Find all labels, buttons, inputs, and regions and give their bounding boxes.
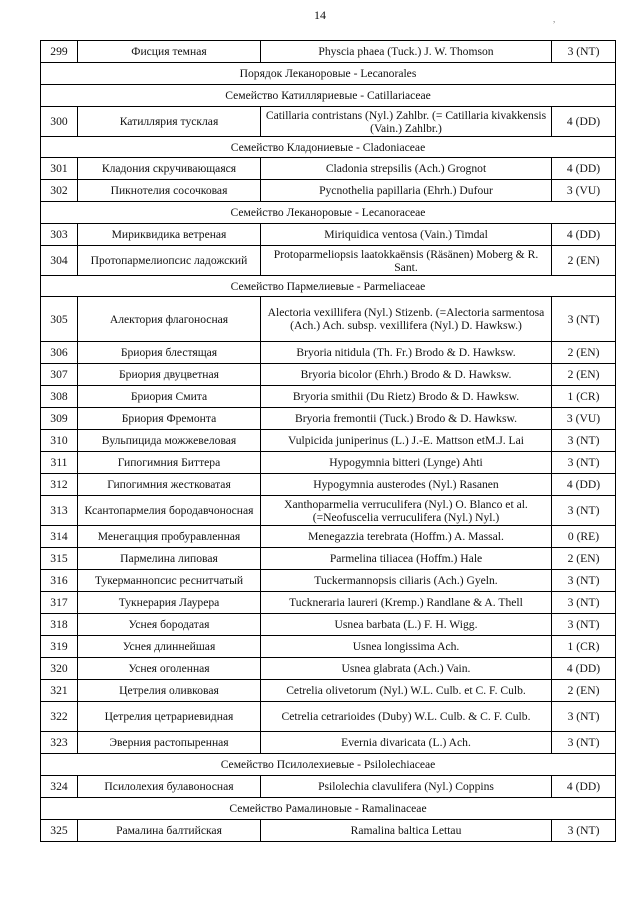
latin-name: Usnea barbata (L.) F. H. Wigg.	[261, 614, 552, 636]
russian-name: Бриория Смита	[78, 386, 261, 408]
table-row	[41, 592, 616, 614]
status-category: 3 (NT)	[552, 570, 616, 592]
latin-name: Protoparmeliopsis laatokkaënsis (Räsänen) Moberg & R. Sant.	[261, 246, 552, 276]
species-number: 312	[41, 474, 78, 496]
table-row	[41, 702, 616, 732]
species-number: 301	[41, 158, 78, 180]
species-number: 309	[41, 408, 78, 430]
russian-name: Протопармелиопсис ладожский	[78, 246, 261, 276]
latin-name: Catillaria contristans (Nyl.) Zahlbr. (= Catillaria kivakkensis (Vain.) Zahlbr.)	[261, 107, 552, 137]
status-category: 4 (DD)	[552, 224, 616, 246]
status-category: 3 (NT)	[552, 41, 616, 63]
russian-name: Гипогимния жестковатая	[78, 474, 261, 496]
table-row	[41, 526, 616, 548]
table-row	[41, 364, 616, 386]
table-row	[41, 41, 616, 63]
status-category: 3 (VU)	[552, 408, 616, 430]
section-heading: Семейство Псилолехиевые - Psilolechiaceae	[41, 754, 616, 776]
table-row	[41, 474, 616, 496]
russian-name: Цетрелия цетрариевидная	[78, 702, 261, 732]
status-category: 2 (EN)	[552, 548, 616, 570]
latin-name: Bryoria bicolor (Ehrh.) Brodo & D. Hawksw.	[261, 364, 552, 386]
latin-name: Psilolechia clavulifera (Nyl.) Coppins	[261, 776, 552, 798]
table-row	[41, 776, 616, 798]
species-number: 315	[41, 548, 78, 570]
table-row	[41, 386, 616, 408]
table-row	[41, 570, 616, 592]
corner-mark: ,	[553, 14, 556, 24]
status-category: 3 (NT)	[552, 430, 616, 452]
russian-name: Тукерманнопсис реснитчатый	[78, 570, 261, 592]
table-row	[41, 614, 616, 636]
species-number: 319	[41, 636, 78, 658]
status-category: 3 (NT)	[552, 820, 616, 842]
species-number: 308	[41, 386, 78, 408]
species-number: 307	[41, 364, 78, 386]
latin-name: Pycnothelia papillaria (Ehrh.) Dufour	[261, 180, 552, 202]
russian-name: Мириквидика ветреная	[78, 224, 261, 246]
latin-name: Bryoria fremontii (Tuck.) Brodo & D. Hawksw.	[261, 408, 552, 430]
latin-name: Physcia phaea (Tuck.) J. W. Thomson	[261, 41, 552, 63]
section-row	[41, 85, 616, 107]
status-category: 3 (NT)	[552, 702, 616, 732]
table-row	[41, 732, 616, 754]
species-number: 304	[41, 246, 78, 276]
section-heading: Семейство Рамалиновые - Ramalinaceae	[41, 798, 616, 820]
status-category: 2 (EN)	[552, 246, 616, 276]
latin-name: Parmelina tiliacea (Hoffm.) Hale	[261, 548, 552, 570]
latin-name: Cetrelia cetrarioides (Duby) W.L. Culb. & C. F. Culb.	[261, 702, 552, 732]
species-number: 323	[41, 732, 78, 754]
status-category: 4 (DD)	[552, 776, 616, 798]
russian-name: Катиллярия тусклая	[78, 107, 261, 137]
russian-name: Рамалина балтийская	[78, 820, 261, 842]
table-row	[41, 430, 616, 452]
species-number: 316	[41, 570, 78, 592]
status-category: 3 (NT)	[552, 452, 616, 474]
section-heading: Семейство Катилляриевые - Catillariaceae	[41, 85, 616, 107]
latin-name: Hypogymnia austerodes (Nyl.) Rasanen	[261, 474, 552, 496]
table-row	[41, 224, 616, 246]
status-category: 3 (NT)	[552, 592, 616, 614]
table-row	[41, 342, 616, 364]
status-category: 4 (DD)	[552, 107, 616, 137]
table-row	[41, 180, 616, 202]
section-heading: Семейство Леканоровые - Lecanoraceae	[41, 202, 616, 224]
latin-name: Cladonia strepsilis (Ach.) Grognot	[261, 158, 552, 180]
status-category: 2 (EN)	[552, 342, 616, 364]
table-row	[41, 636, 616, 658]
status-category: 4 (DD)	[552, 658, 616, 680]
table-row	[41, 408, 616, 430]
latin-name: Ramalina baltica Lettau	[261, 820, 552, 842]
latin-name: Usnea glabrata (Ach.) Vain.	[261, 658, 552, 680]
russian-name: Эверния растопыренная	[78, 732, 261, 754]
status-category: 1 (CR)	[552, 636, 616, 658]
status-category: 3 (NT)	[552, 496, 616, 526]
table-row	[41, 680, 616, 702]
table-row	[41, 107, 616, 137]
status-category: 0 (RE)	[552, 526, 616, 548]
russian-name: Пикнотелия сосочковая	[78, 180, 261, 202]
status-category: 3 (VU)	[552, 180, 616, 202]
species-number: 302	[41, 180, 78, 202]
status-category: 4 (DD)	[552, 474, 616, 496]
species-number: 299	[41, 41, 78, 63]
species-number: 313	[41, 496, 78, 526]
latin-name: Tuckneraria laureri (Kremp.) Randlane & A. Thell	[261, 592, 552, 614]
species-number: 310	[41, 430, 78, 452]
russian-name: Вульпицида можжевеловая	[78, 430, 261, 452]
table-row	[41, 820, 616, 842]
status-category: 3 (NT)	[552, 614, 616, 636]
russian-name: Уснея оголенная	[78, 658, 261, 680]
section-row	[41, 63, 616, 85]
table-row	[41, 548, 616, 570]
russian-name: Бриория двуцветная	[78, 364, 261, 386]
section-heading: Порядок Леканоровые - Lecanorales	[41, 63, 616, 85]
russian-name: Бриория блестящая	[78, 342, 261, 364]
species-number: 325	[41, 820, 78, 842]
page-number: 14	[314, 8, 326, 22]
section-heading: Семейство Пармелиевые - Parmeliaceae	[41, 276, 616, 297]
russian-name: Уснея длиннейшая	[78, 636, 261, 658]
russian-name: Алектория флагоносная	[78, 297, 261, 342]
species-number: 300	[41, 107, 78, 137]
species-number: 317	[41, 592, 78, 614]
russian-name: Пармелина липовая	[78, 548, 261, 570]
section-row	[41, 137, 616, 158]
species-table	[40, 40, 616, 842]
russian-name: Менегацция пробуравленная	[78, 526, 261, 548]
latin-name: Bryoria smithii (Du Rietz) Brodo & D. Hawksw.	[261, 386, 552, 408]
species-number: 318	[41, 614, 78, 636]
latin-name: Tuckermannopsis ciliaris (Ach.) Gyeln.	[261, 570, 552, 592]
latin-name: Vulpicida juniperinus (L.) J.-E. Mattson etM.J. Lai	[261, 430, 552, 452]
russian-name: Гипогимния Биттера	[78, 452, 261, 474]
table-row	[41, 246, 616, 276]
latin-name: Xanthoparmelia verruculifera (Nyl.) O. Blanco et al. (=Neofuscelia verruculifera (Nyl.) Nyl.)	[261, 496, 552, 526]
table-row	[41, 158, 616, 180]
table-row	[41, 297, 616, 342]
latin-name: Usnea longissima Ach.	[261, 636, 552, 658]
latin-name: Cetrelia olivetorum (Nyl.) W.L. Culb. et C. F. Culb.	[261, 680, 552, 702]
section-row	[41, 276, 616, 297]
status-category: 3 (NT)	[552, 732, 616, 754]
russian-name: Фисция темная	[78, 41, 261, 63]
latin-name: Evernia divaricata (L.) Ach.	[261, 732, 552, 754]
status-category: 4 (DD)	[552, 158, 616, 180]
russian-name: Кладония скручивающаяся	[78, 158, 261, 180]
section-heading: Семейство Кладониевые - Cladoniaceae	[41, 137, 616, 158]
species-number: 321	[41, 680, 78, 702]
table-row	[41, 658, 616, 680]
species-table-body	[41, 41, 616, 842]
species-number: 306	[41, 342, 78, 364]
latin-name: Bryoria nitidula (Th. Fr.) Brodo & D. Hawksw.	[261, 342, 552, 364]
table-row	[41, 496, 616, 526]
russian-name: Псилолехия булавоносная	[78, 776, 261, 798]
table-row	[41, 452, 616, 474]
section-row	[41, 798, 616, 820]
latin-name: Alectoria vexillifera (Nyl.) Stizenb. (=Alectoria sarmentosa (Ach.) Ach. subsp. vexillifera (Nyl.) D. Hawksw.)	[261, 297, 552, 342]
species-number: 322	[41, 702, 78, 732]
section-row	[41, 754, 616, 776]
russian-name: Цетрелия оливковая	[78, 680, 261, 702]
russian-name: Бриория Фремонта	[78, 408, 261, 430]
latin-name: Miriquidica ventosa (Vain.) Timdal	[261, 224, 552, 246]
russian-name: Тукнерария Лаурера	[78, 592, 261, 614]
status-category: 2 (EN)	[552, 364, 616, 386]
latin-name: Menegazzia terebrata (Hoffm.) A. Massal.	[261, 526, 552, 548]
status-category: 1 (CR)	[552, 386, 616, 408]
status-category: 3 (NT)	[552, 297, 616, 342]
species-number: 320	[41, 658, 78, 680]
status-category: 2 (EN)	[552, 680, 616, 702]
species-number: 314	[41, 526, 78, 548]
section-row	[41, 202, 616, 224]
russian-name: Уснея бородатая	[78, 614, 261, 636]
species-number: 305	[41, 297, 78, 342]
latin-name: Hypogymnia bitteri (Lynge) Ahti	[261, 452, 552, 474]
species-number: 311	[41, 452, 78, 474]
species-number: 303	[41, 224, 78, 246]
russian-name: Ксантопармелия бородавчоноcная	[78, 496, 261, 526]
species-number: 324	[41, 776, 78, 798]
